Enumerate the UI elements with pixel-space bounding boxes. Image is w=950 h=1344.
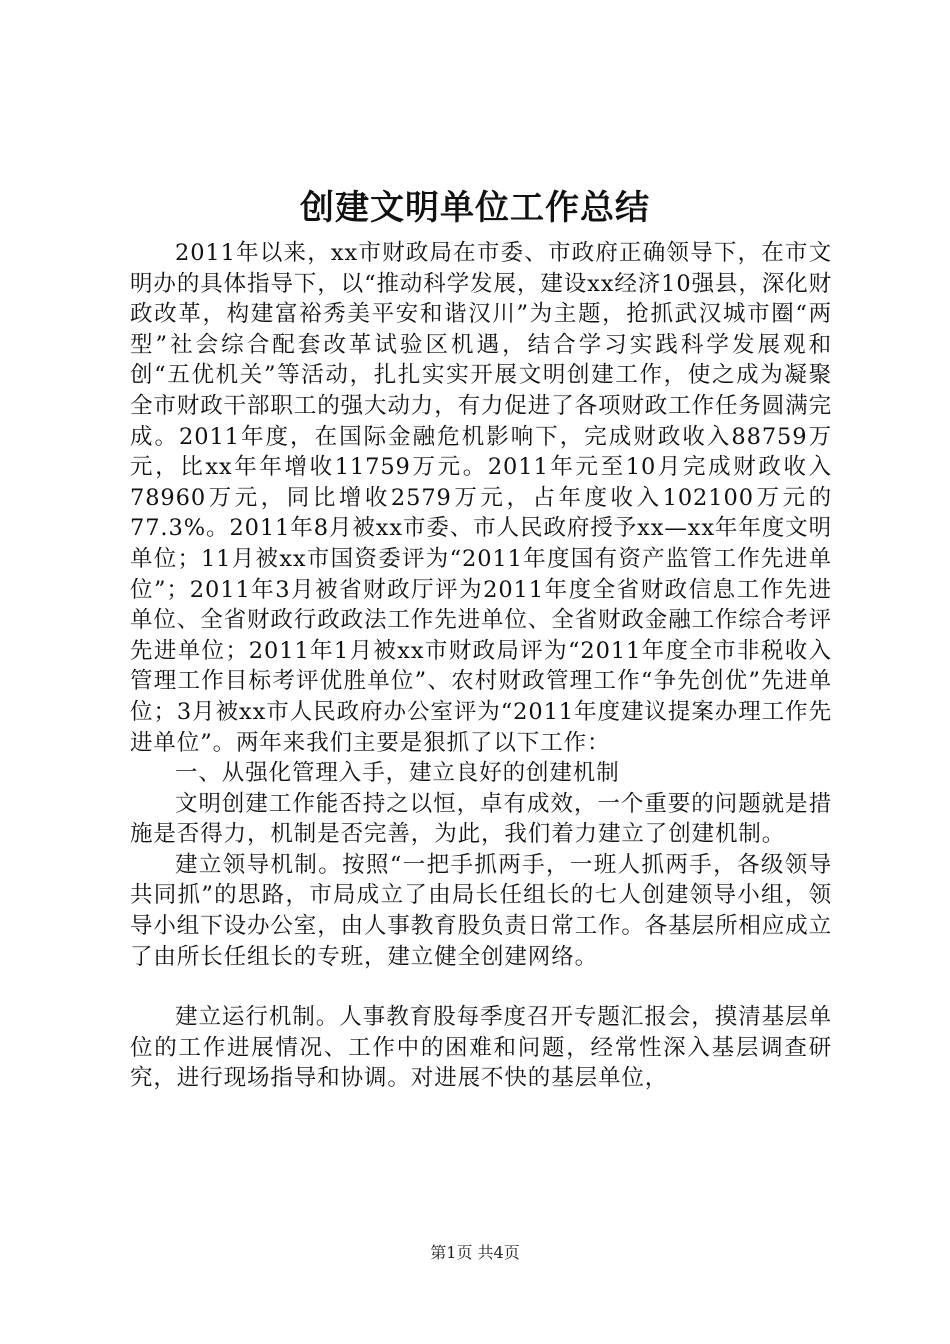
paragraph-operation: 建立运行机制。人事教育股每季度召开专题汇报会，摸清基层单位的工作进展情况、工作中的困难和问题，经常性深入基层调查研究，进行现场指导和协调。对进展不快的基层单位， (130, 1004, 832, 1092)
paragraph-mechanism: 文明创建工作能否持之以恒，卓有成效，一个重要的问题就是措施是否得力，机制是否完善，为此，我们着力建立了创建机制。 (130, 790, 832, 848)
section-heading: 一、从强化管理入手，建立良好的创建机制 (175, 760, 620, 787)
paragraph-leadership: 建立领导机制。按照“一把手抓两手，一班人抓两手，各级领导共同抓”的思路，市局成立了由局长任组长的七人创建领导小组，领导小组下设办公室，由人事教育股负责日常工作。各基层所相应成立了由所长任组长的专班，建立健全创建网络。 (130, 851, 833, 970)
paragraph-intro: 2011年以来，xx市财政局在市委、市政府正确领导下，在市文明办的具体指导下，以“推动科学发展，建设xx经济10强县，深化财政改革，构建富裕秀美平安和谐汉川”为主题，抢抓武汉城市圈“两型”社会综合配套改革试验区机遇，结合学习实践科学发展观和创“五优机关”等活动，扎扎实实开展文明创建工作，使之成为凝聚全市财政干部职工的强大动力，有力促进了各项财政工作任务圆满完成。2011年度，在国际金融危机影响下，完成财政收入88759万元，比xx年年增收11759万元。2011年元至10月完成财政收入78960万元，同比增收2579万元，占年度收入102100万元的77.3%。2011年8月被xx市委、市人民政府授予xx—xx年年度文明单位；11月被xx市国资委评为“2011年度国有资产监管工作先进单位”；2011年3月被省财政厅评为2011年度全省财政信息工作先进单位、全省财政行政政法工作先进单位、全省财政金融工作综合考评先进单位；2011年1月被xx市财政局评为“2011年度全市非税收入管理工作目标考评优胜单位”、农村财政管理工作“争先创优”先进单位；3月被xx市人民政府办公室评为“2011年度建议提案办理工作先进单位”。两年来我们主要是狠抓了以下工作： (130, 240, 833, 756)
document-body (130, 238, 832, 1094)
document-title: 创建文明单位工作总结 (300, 188, 650, 228)
page-number-footer: 第1页 共4页 (430, 1243, 520, 1262)
